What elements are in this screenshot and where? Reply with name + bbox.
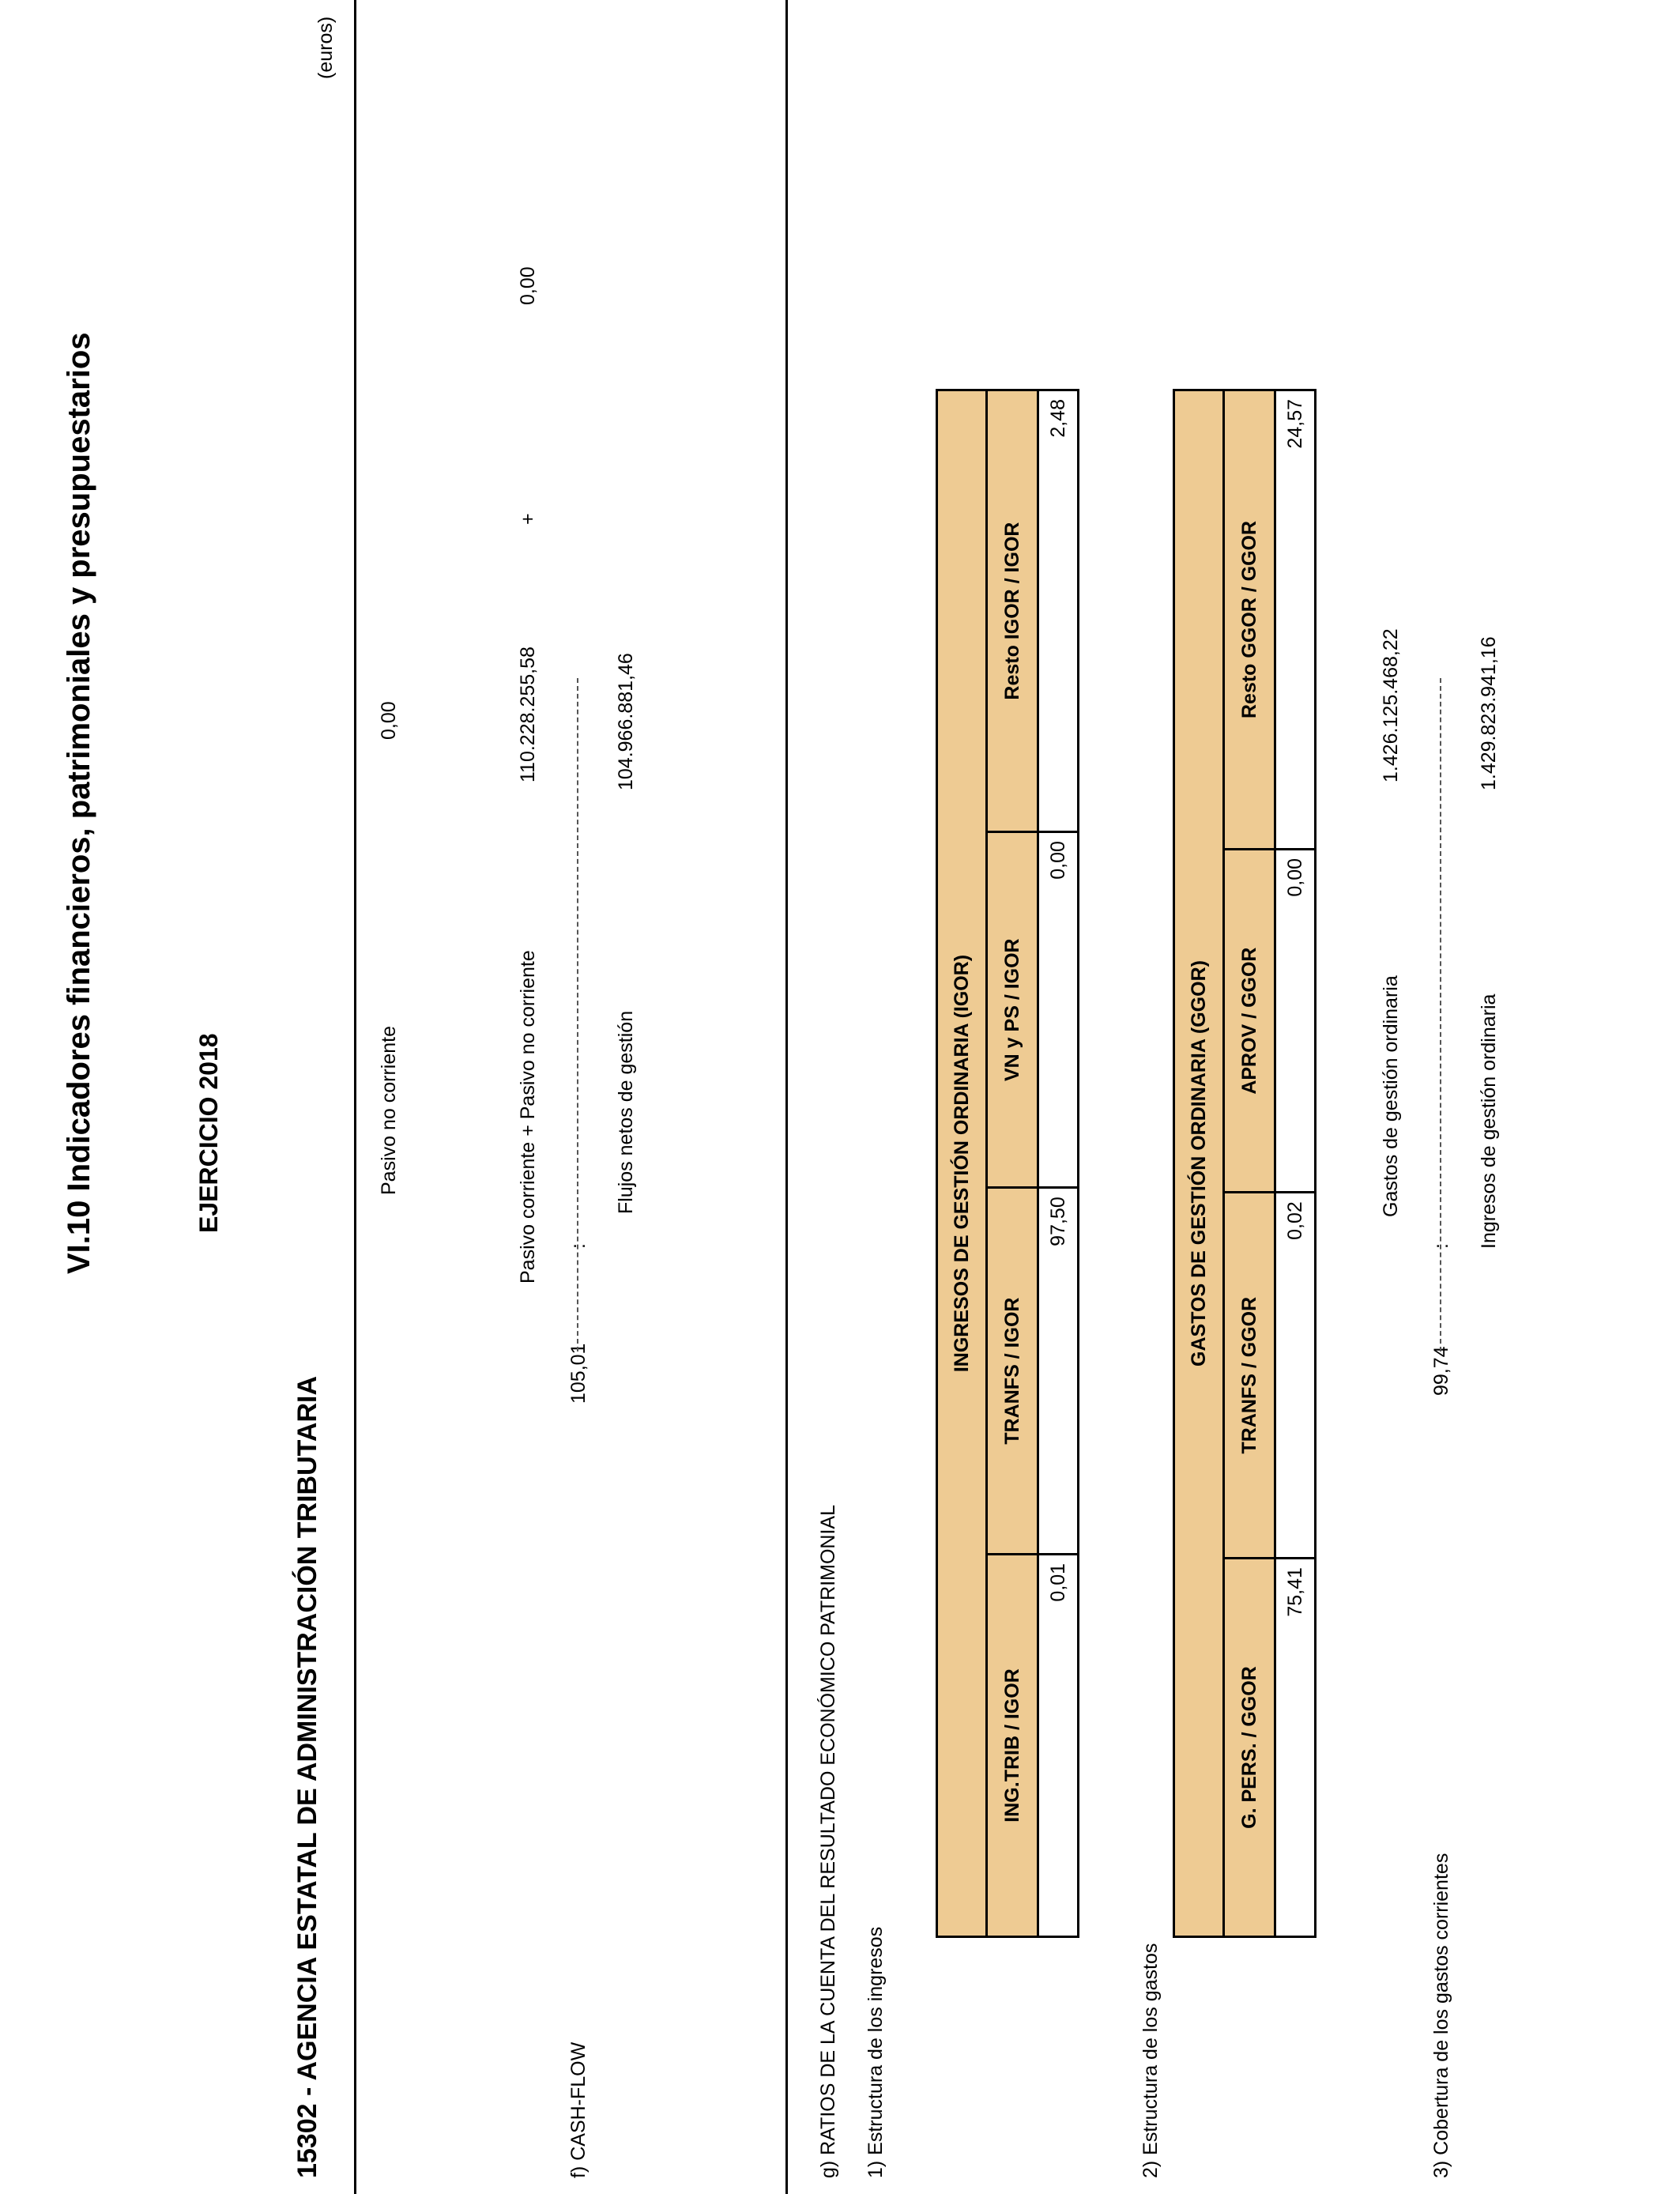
expense-structure-label: 2) Estructura de los gastos xyxy=(1139,1943,1162,2178)
cashflow-denominator-label: Flujos netos de gestión xyxy=(615,1010,637,1214)
pasivo-no-corriente-value: 0,00 xyxy=(378,701,400,740)
income-col-header: Resto IGOR / IGOR xyxy=(987,390,1038,832)
top-side-value: 0,00 xyxy=(517,266,539,305)
expense-value-cell: 24,57 xyxy=(1275,390,1316,850)
income-value-cell: 2,48 xyxy=(1038,390,1079,832)
expense-value-cell: 0,02 xyxy=(1275,1193,1316,1559)
expense-group-header: GASTOS DE GESTIÓN ORDINARIA (GGOR) xyxy=(1174,390,1224,1937)
section-rule xyxy=(785,0,788,2194)
header-rule xyxy=(354,0,356,2194)
coverage-denominator-label: Ingresos de gestión ordinaria xyxy=(1478,993,1500,1249)
cashflow-label: f) CASH-FLOW xyxy=(567,2041,590,2178)
units-label: (euros) xyxy=(315,16,337,79)
expense-col-header: Resto GGOR / GGOR xyxy=(1224,390,1275,850)
expense-value-cell: 75,41 xyxy=(1275,1559,1316,1937)
income-col-header: VN y PS / IGOR xyxy=(987,832,1038,1188)
income-structure-table xyxy=(936,389,1079,1938)
income-col-header: TRANFS / IGOR xyxy=(987,1188,1038,1555)
income-value-cell: 97,50 xyxy=(1038,1188,1079,1555)
expense-structure-table xyxy=(1173,389,1317,1938)
ratios-heading: g) RATIOS DE LA CUENTA DEL RESULTADO ECONÓMICO PATRIMONIAL xyxy=(817,1505,839,2178)
coverage-label: 3) Cobertura de los gastos corrientes xyxy=(1430,1853,1452,2178)
cashflow-numerator-label: Pasivo corriente + Pasivo no corriente xyxy=(517,950,539,1284)
pasivo-no-corriente-label: Pasivo no corriente xyxy=(378,1025,400,1195)
expense-col-header: APROV / GGOR xyxy=(1224,849,1275,1192)
coverage-colon: : xyxy=(1430,1243,1452,1249)
cashflow-result: 105,01 xyxy=(567,1343,590,1404)
entity-name: 15302 - AGENCIA ESTATAL DE ADMINISTRACIÓN TRIBUTARIA xyxy=(292,1375,322,2178)
coverage-fraction-line xyxy=(1440,678,1441,1351)
expense-col-header: G. PERS. / GGOR xyxy=(1224,1559,1275,1937)
expense-value-cell: 0,00 xyxy=(1275,849,1316,1192)
income-value-cell: 0,01 xyxy=(1038,1554,1079,1936)
income-structure-label: 1) Estructura de los ingresos xyxy=(864,1926,887,2178)
coverage-numerator-label: Gastos de gestión ordinaria xyxy=(1380,975,1402,1217)
report-title: VI.10 Indicadores financieros, patrimoniales y presupuestarios xyxy=(62,332,96,1274)
coverage-result: 99,74 xyxy=(1430,1346,1452,1396)
expense-col-header: TRANFS / GGOR xyxy=(1224,1193,1275,1559)
coverage-numerator-value: 1.426.125.468,22 xyxy=(1380,628,1402,782)
income-col-header: ING.TRIB / IGOR xyxy=(987,1554,1038,1936)
exercise-heading: EJERCICIO 2018 xyxy=(194,1033,223,1233)
cashflow-denominator-value: 104.966.881,46 xyxy=(615,653,637,790)
coverage-denominator-value: 1.429.823.941,16 xyxy=(1478,636,1500,790)
cashflow-numerator-value: 110.228.255,58 xyxy=(517,647,539,782)
cashflow-colon: : xyxy=(567,1243,590,1249)
income-group-header: INGRESOS DE GESTIÓN ORDINARIA (IGOR) xyxy=(937,390,987,1937)
income-value-cell: 0,00 xyxy=(1038,832,1079,1188)
cashflow-fraction-line xyxy=(577,678,578,1351)
cashflow-plus: + xyxy=(517,513,539,525)
